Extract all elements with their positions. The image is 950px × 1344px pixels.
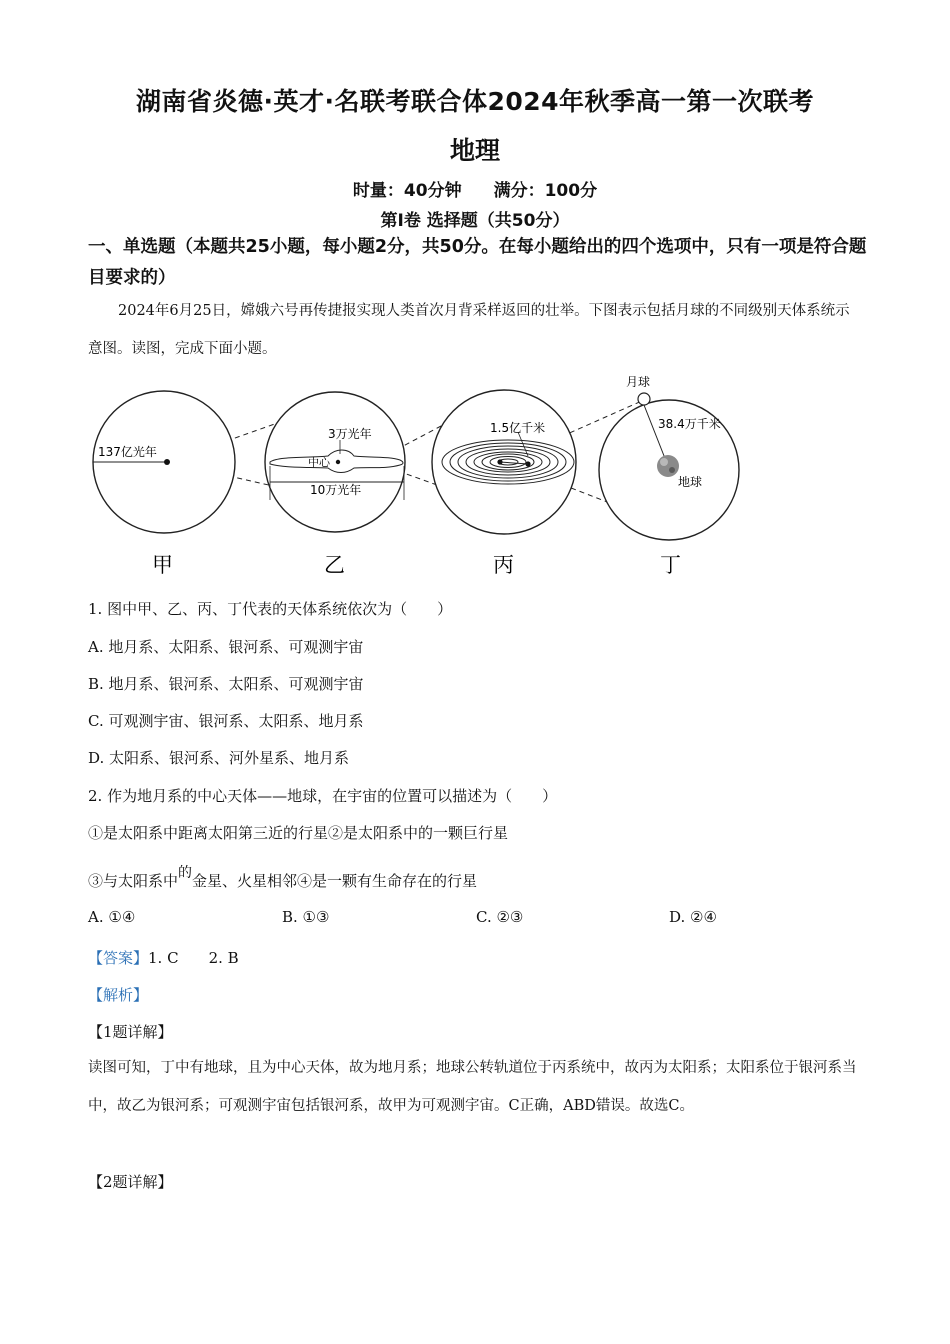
label-bing: 丙 [493, 553, 514, 577]
jia-radius-label: 137亿光年 [98, 445, 157, 459]
q2-option-a[interactable]: A. ①④ [88, 908, 136, 926]
yi-diameter-label: 10万光年 [310, 483, 362, 497]
exam-title: 湖南省炎德·英才·名联考联合体2024年秋季高一第一次联考 [135, 87, 815, 116]
q2-option-c[interactable]: C. ②③ [476, 908, 524, 926]
answer-tag: 【答案】 [88, 949, 149, 967]
q2-statements-sup: 的 [178, 865, 193, 881]
celestial-systems-figure [88, 370, 768, 582]
ding-earth-label: 地球 [678, 475, 703, 489]
yi-thickness-label: 3万光年 [328, 427, 372, 441]
q2-stem: 2. 作为地月系的中心天体——地球，在宇宙的位置可以描述为（ ） [88, 787, 558, 805]
time-limit: 时量：40分钟 [352, 181, 462, 201]
analysis-tag: 【解析】 [88, 986, 149, 1004]
label-yi: 乙 [324, 553, 345, 577]
ding-moon-label: 月球 [626, 375, 651, 389]
answer-text: 1. C 2. B [148, 949, 239, 967]
label-ding: 丁 [660, 553, 681, 577]
q2-option-b[interactable]: B. ①③ [282, 908, 330, 926]
q2-statements-1: ①是太阳系中距离太阳第三近的行星②是太阳系中的一颗巨行星 [88, 824, 509, 842]
volume-heading: 第Ⅰ卷 选择题（共50分） [380, 211, 570, 231]
circle-bing [432, 390, 576, 534]
section-heading: 一、单选题（本题共25小题，每小题2分，共50分。在每小题给出的四个选项中，只有一项是符合题目要求的） [88, 237, 867, 288]
detail1-heading: 【1题详解】 [88, 1023, 173, 1041]
q2-statements-2b: 金星、火星相邻④是一颗有生命存在的行星 [192, 872, 478, 890]
q1-option-b[interactable]: B. 地月系、银河系、太阳系、可观测宇宙 [88, 675, 364, 693]
subject-title: 地理 [449, 136, 500, 165]
bing-distance-label: 1.5亿千米 [490, 421, 546, 435]
q1-option-d[interactable]: D. 太阳系、银河系、河外星系、地月系 [88, 749, 350, 767]
answer-line [88, 947, 239, 968]
label-jia: 甲 [152, 553, 173, 577]
detail2-heading: 【2题详解】 [88, 1173, 173, 1191]
q1-option-a[interactable]: A. 地月系、太阳系、银河系、可观测宇宙 [88, 638, 364, 656]
q2-statements-2a: ③与太阳系中 [88, 872, 179, 890]
exam-meta [0, 176, 950, 201]
detail1-text: 读图可知，丁中有地球，且为中心天体，故为地月系；地球公转轨道位于丙系统中，故丙为太阳系；太阳系位于银河系当中，故乙为银河系；可观测宇宙包括银河系，故甲为可观测宇宙。C正确，ABD错误。故选C。 [88, 1060, 857, 1114]
q2-statements-2 [88, 865, 478, 891]
q1-option-c[interactable]: C. 可观测宇宙、银河系、太阳系、地月系 [88, 712, 364, 730]
q1-stem: 1. 图中甲、乙、丙、丁代表的天体系统依次为（ ） [88, 600, 453, 618]
circle-ding [599, 374, 739, 540]
question-intro: 2024年6月25日，嫦娥六号再传捷报实现人类首次月背采样返回的壮举。下图表示包括月球的不同级别天体系统示意图。读图，完成下面小题。 [88, 303, 850, 357]
yi-center-label: 中心 [308, 456, 330, 469]
circle-yi [265, 392, 405, 532]
full-score: 满分：100分 [493, 181, 598, 201]
q2-option-d[interactable]: D. ②④ [669, 908, 717, 926]
ding-distance-label: 38.4万千米 [658, 417, 721, 431]
circle-jia [93, 391, 235, 533]
